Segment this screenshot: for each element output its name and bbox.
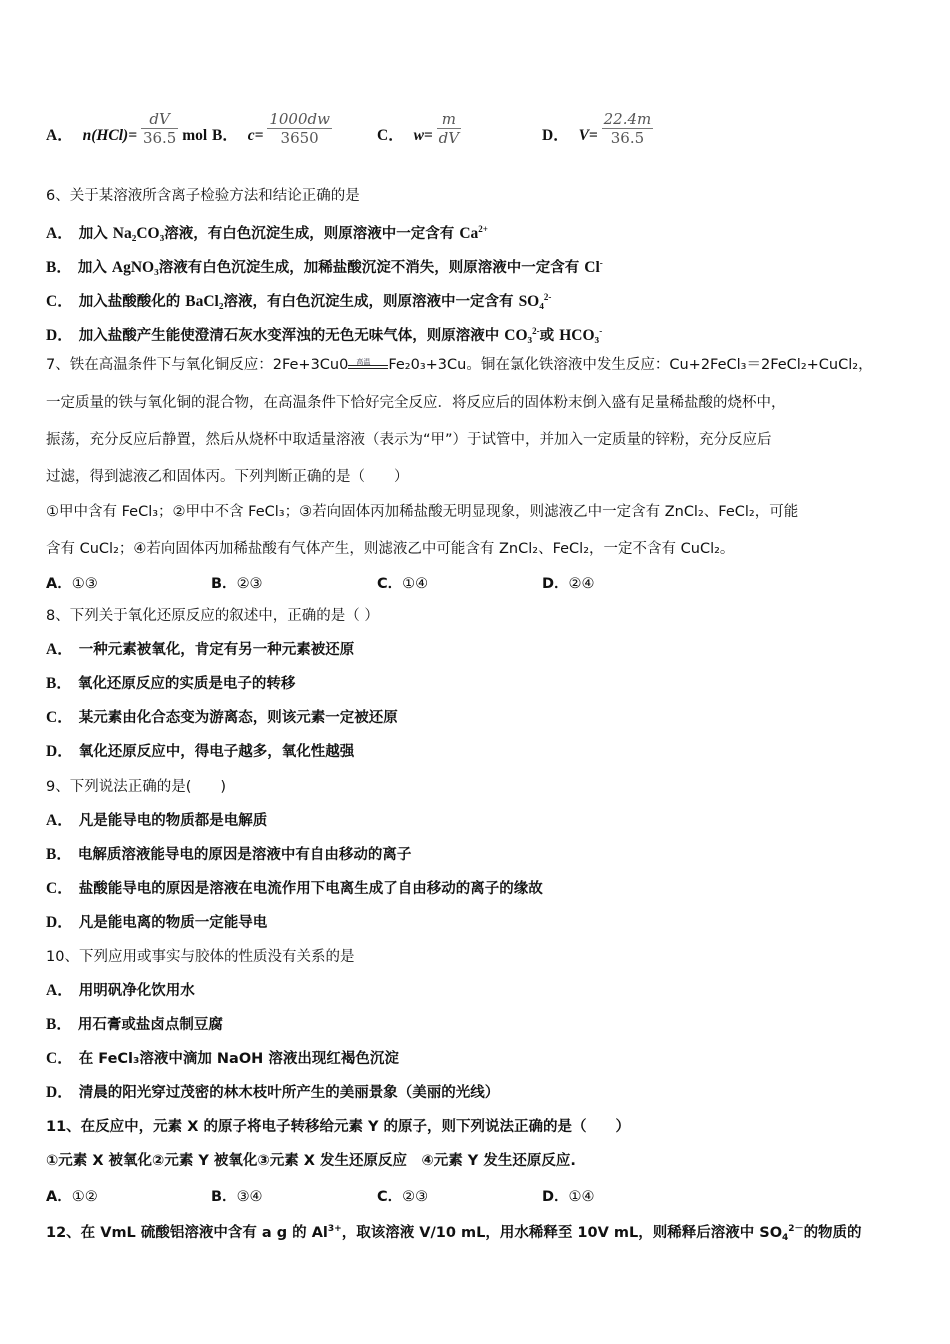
q6-option-c: C． 加入盐酸酸化的 BaCl₂溶液，有白色沉淀生成，则原溶液中一定含有 SO₄$^{2-}$ — [46, 292, 552, 310]
q9-option-d: D． 凡是能电离的物质一定能导电 — [46, 914, 268, 931]
q9-option-b: B． 电解质溶液能导电的原因是溶液中有自由移动的离子 — [46, 846, 412, 863]
q10-option-a: A． 用明矾净化饮用水 — [46, 982, 195, 999]
q7-statements-line2: 含有 CuCl₂；④若向固体丙加稀盐酸有气体产生，则滤液乙中可能含有 ZnCl₂、FeCl₂，一定不含有 CuCl₂。 — [46, 541, 735, 557]
q8-stem: 8、下列关于氧化还原反应的叙述中，正确的是（ ） — [46, 608, 379, 624]
fraction: $\frac{dV}{36.5}$ — [142, 110, 177, 147]
q7-option-c: C．①④ — [377, 576, 429, 592]
q9-option-a: A． 凡是能导电的物质都是电解质 — [46, 812, 268, 829]
q7-option-a: A．①③ — [46, 576, 98, 592]
fraction: $\frac{22.4m}{36.5}$ — [603, 110, 652, 147]
q10-option-b: B． 用石膏或盐卤点制豆腐 — [46, 1016, 223, 1033]
q11-option-b: B．③④ — [211, 1189, 263, 1205]
q5-option-a: A． n(HCl)= $\frac{dV}{36.5}$ mol — [46, 110, 208, 147]
q11-stem: 11、在反应中，元素 X 的原子将电子转移给元素 Y 的原子，则下列说法正确的是（ ） — [46, 1119, 631, 1135]
q7-stem-line2: 一定质量的铁与氧化铜的混合物，在高温条件下恰好完全反应．将反应后的固体粉末倒入盛有足量稀盐酸的烧杯中， — [46, 395, 786, 411]
q5-option-c: C． w= $\frac{m}{dV}$ — [377, 110, 460, 147]
q7-stem-line1: 7、铁在高温条件下与氧化铜反应：2Fe+3Cu0 高温 Fe₂0₃+3Cu。铜在氯化铁溶液中发生反应：Cu+2FeCl₃＝2FeCl₂+CuCl₂， — [46, 357, 873, 373]
q11-options-row — [46, 1185, 906, 1207]
q6-stem: 6、关于某溶液所含离子检验方法和结论正确的是 — [46, 188, 360, 204]
q6-option-b: B． 加入 AgNO₃溶液有白色沉淀生成，加稀盐酸沉淀不消失，则原溶液中一定含有 Cl- — [46, 258, 603, 276]
q9-stem: 9、下列说法正确的是( ) — [46, 779, 227, 795]
fraction: $\frac{1000dw}{3650}$ — [269, 110, 330, 147]
q12-stem: 12、在 VmL 硫酸铝溶液中含有 a g 的 $Al^{3+}$，取该溶液 V/10 mL，用水稀释至 10V mL，则稀释后溶液中 $SO_4^{2-}$的物质的 — [46, 1224, 862, 1243]
q11-option-d: D．①④ — [542, 1189, 595, 1205]
q8-option-b: B． 氧化还原反应的实质是电子的转移 — [46, 675, 296, 692]
q9-option-c: C． 盐酸能导电的原因是溶液在电流作用下电离生成了自由移动的离子的缘故 — [46, 880, 543, 897]
q7-option-d: D．②④ — [542, 576, 595, 592]
q10-option-c: C． 在 FeCl₃溶液中滴加 NaOH 溶液出现红褐色沉淀 — [46, 1050, 399, 1067]
reaction-condition-arrow: 高温 — [348, 358, 388, 372]
q10-option-d: D． 清晨的阳光穿过茂密的林木枝叶所产生的美丽景象（美丽的光线） — [46, 1084, 500, 1101]
q7-stem-line3: 振荡，充分反应后静置，然后从烧杯中取适量溶液（表示为“甲”）于试管中，并加入一定质量的锌粉，充分反应后 — [46, 432, 772, 448]
q11-statements: ①元素 X 被氧化②元素 Y 被氧化③元素 X 发生还原反应 ④元素 Y 发生还原反应. — [46, 1153, 576, 1169]
q6-option-a: A． 加入 Na₂CO₃溶液，有白色沉淀生成，则原溶液中一定含有 $Ca^{2+}$ — [46, 224, 488, 242]
q7-statements-line1: ①甲中含有 FeCl₃；②甲中不含 FeCl₃；③若向固体丙加稀盐酸无明显现象，则滤液乙中一定含有 ZnCl₂、FeCl₂，可能 — [46, 504, 799, 520]
q11-option-a: A．①② — [46, 1189, 98, 1205]
q7-stem-line4: 过滤，得到滤液乙和固体丙。下列判断正确的是（ ） — [46, 469, 409, 485]
q8-option-a: A． 一种元素被氧化，肯定有另一种元素被还原 — [46, 641, 355, 658]
q5-option-b: B． c= $\frac{1000dw}{3650}$ — [212, 110, 330, 147]
q5-option-d: D． V= $\frac{22.4m}{36.5}$ — [542, 110, 652, 147]
q6-option-d: D． 加入盐酸产生能使澄清石灰水变浑浊的无色无味气体，则原溶液中 CO₃$^{2-}$或 HCO₃- — [46, 326, 603, 344]
q8-option-c: C． 某元素由化合态变为游离态，则该元素一定被还原 — [46, 709, 398, 726]
q11-option-c: C．②③ — [377, 1189, 429, 1205]
fraction: $\frac{m}{dV}$ — [438, 110, 460, 147]
q5-options-row — [46, 100, 906, 150]
q7-option-b: B．②③ — [211, 576, 263, 592]
q10-stem: 10、下列应用或事实与胶体的性质没有关系的是 — [46, 949, 355, 965]
q8-option-d: D． 氧化还原反应中，得电子越多，氧化性越强 — [46, 743, 355, 760]
q7-options-row — [46, 572, 906, 594]
